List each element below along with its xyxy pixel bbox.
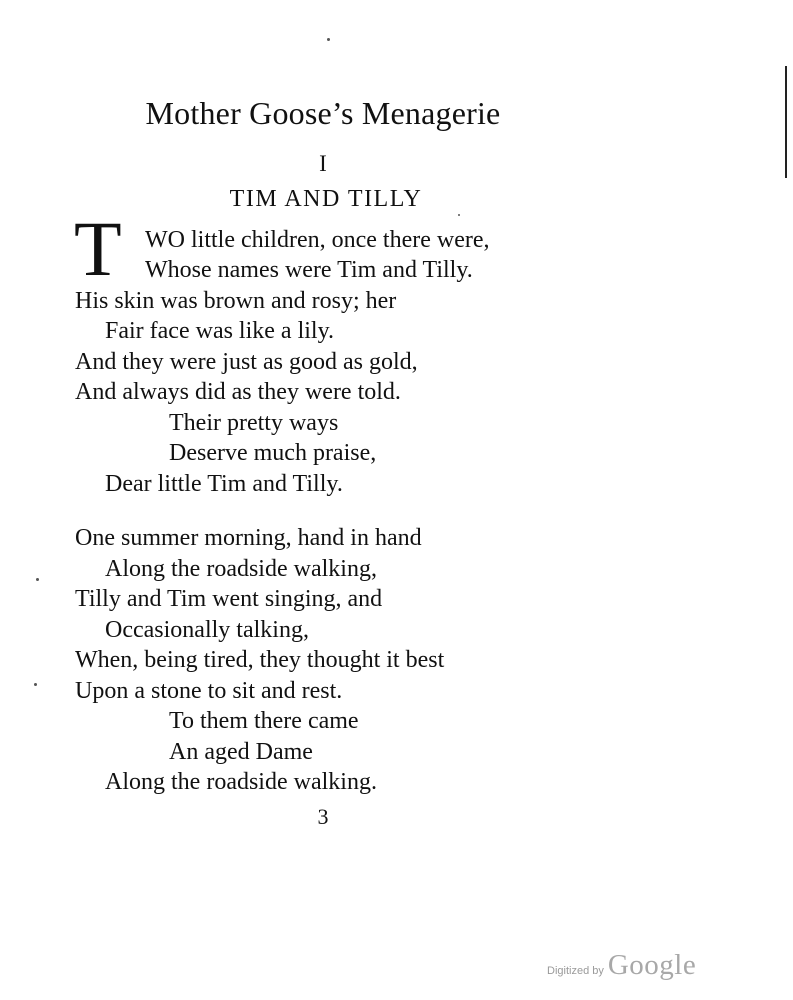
scan-speck xyxy=(327,38,330,41)
book-title: Mother Goose’s Menagerie xyxy=(145,95,501,131)
poem-line: Along the roadside walking, xyxy=(105,556,377,582)
poem-line: Tilly and Tim went singing, and xyxy=(75,586,383,612)
scan-speck xyxy=(34,683,37,686)
poem-line: Whose names were Tim and Tilly. xyxy=(145,257,473,283)
poem-line: Their pretty ways xyxy=(169,410,339,436)
poem-line: Dear little Tim and Tilly. xyxy=(105,471,343,497)
poem-line: Along the roadside walking. xyxy=(105,769,377,795)
poem-line: An aged Dame xyxy=(169,739,313,765)
scan-speck xyxy=(36,578,39,581)
scan-edge-mark xyxy=(785,66,787,178)
chapter-number: I xyxy=(319,151,327,176)
drop-cap: T xyxy=(74,205,122,292)
poem-line: And they were just as good as gold, xyxy=(75,349,418,375)
poem-line: WO little children, once there were, xyxy=(145,227,490,253)
watermark-prefix: Digitized by xyxy=(547,965,604,977)
watermark-brand: Google xyxy=(607,949,697,981)
poem-line: And always did as they were told. xyxy=(75,379,401,405)
poem-line: One summer morning, hand in hand xyxy=(75,525,422,551)
poem-line: Deserve much praise, xyxy=(169,440,377,466)
poem-line: To them there came xyxy=(169,708,359,734)
poem-line: When, being tired, they thought it best xyxy=(75,647,445,673)
poem-line: His skin was brown and rosy; her xyxy=(75,288,397,314)
page-number: 3 xyxy=(317,804,329,829)
poem-line: Upon a stone to sit and rest. xyxy=(75,678,343,704)
digitized-watermark xyxy=(547,949,696,982)
poem-line: Fair face was like a lily. xyxy=(105,318,335,344)
chapter-title: TIM AND TILLY xyxy=(229,186,423,212)
poem-line: Occasionally talking, xyxy=(105,617,309,643)
